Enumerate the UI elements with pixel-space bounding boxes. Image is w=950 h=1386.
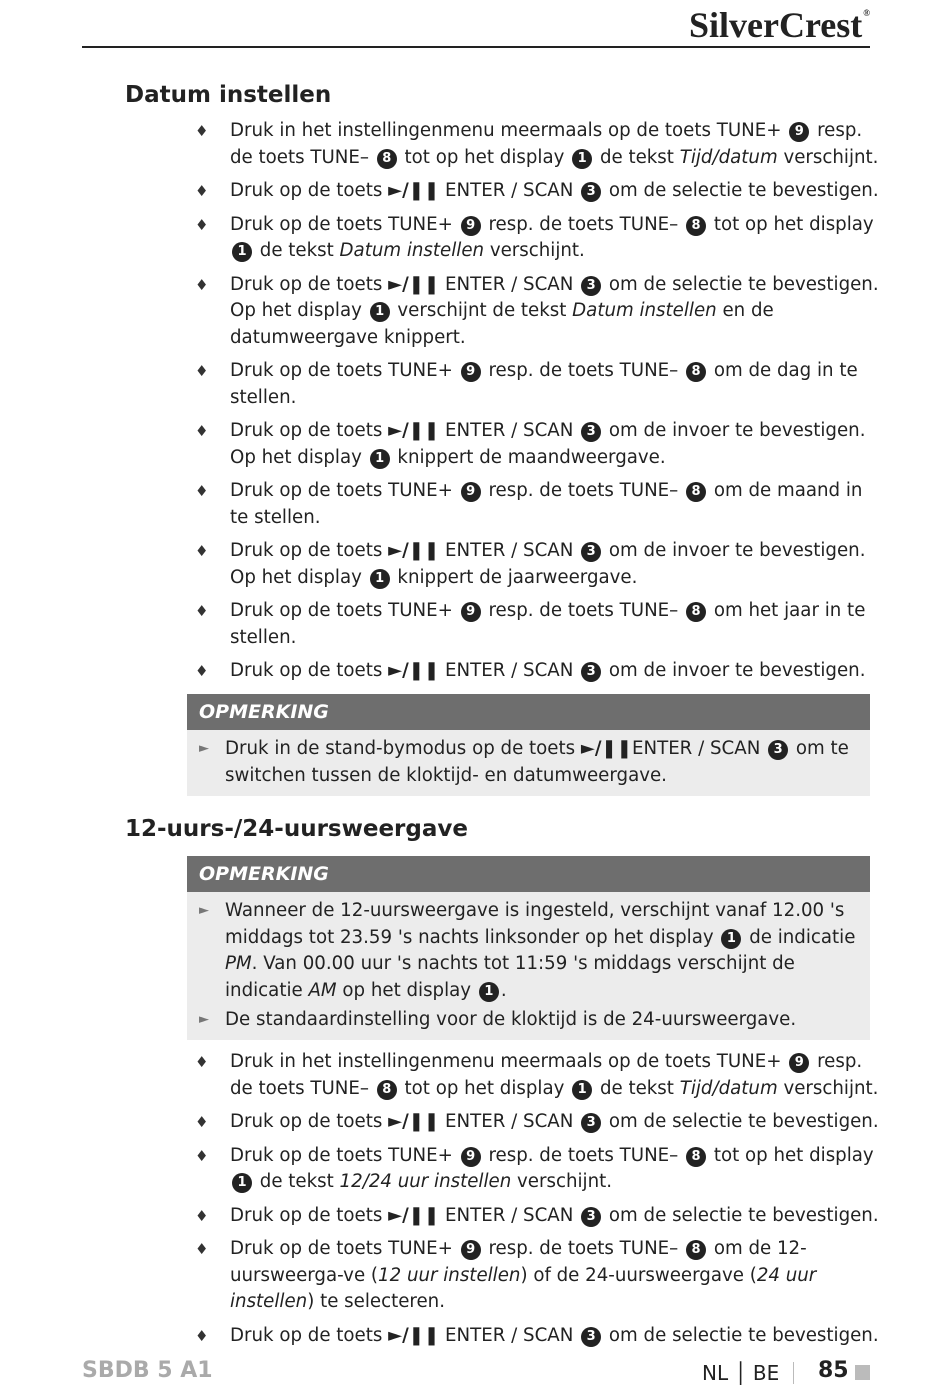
callout-number-3: 3	[581, 542, 601, 562]
callout-number-1: 1	[370, 449, 390, 469]
text-run: Druk op de toets TUNE+	[230, 480, 459, 501]
instruction-step	[190, 598, 880, 651]
text-run: Druk op de toets	[230, 180, 389, 201]
text-run: om de selectie te bevestigen. Op het display	[230, 273, 879, 321]
callout-number-8: 8	[377, 149, 397, 169]
play-pause-icon: ►/❚❚	[580, 738, 632, 759]
text-run: .	[500, 979, 507, 1001]
text-run: om de selectie te bevestigen.	[603, 1111, 879, 1132]
text-run: ENTER / SCAN	[439, 420, 580, 441]
display-text: Datum instellen	[572, 300, 717, 321]
diamond-bullet-icon: ♦	[195, 602, 209, 620]
text-run: Druk op de toets	[230, 1204, 389, 1226]
triangle-bullet-icon: ►	[199, 1012, 209, 1027]
callout-number-9: 9	[461, 216, 481, 236]
instruction-step	[190, 478, 880, 531]
datum-steps	[190, 118, 880, 692]
text-run: resp. de toets TUNE–	[482, 480, 685, 501]
text-run: resp. de toets TUNE–	[230, 120, 863, 168]
instruction-step	[190, 658, 880, 685]
text-run: om de invoer te bevestigen. Op het display	[230, 420, 866, 468]
instruction-step	[190, 538, 880, 591]
instruction-step	[190, 1109, 880, 1136]
text-run: Druk in het instellingenmenu meermaals op de toets TUNE+	[230, 120, 788, 141]
text-run: Druk op de toets	[230, 273, 389, 295]
text-run: en de datumweergave knippert.	[230, 300, 774, 348]
text-run: om de selectie te bevestigen.	[603, 180, 879, 201]
callout-number-3: 3	[581, 1327, 601, 1347]
diamond-bullet-icon: ♦	[195, 1146, 209, 1165]
text-run: ENTER / SCAN	[439, 180, 580, 201]
diamond-bullet-icon: ♦	[195, 1113, 209, 1131]
text-run: Druk op de toets	[230, 540, 389, 561]
play-pause-icon: ►/❚❚	[388, 1111, 440, 1132]
text-run: tot op het display	[708, 1144, 874, 1166]
text-run: ENTER / SCAN	[439, 1204, 580, 1226]
instruction-step	[190, 1236, 880, 1316]
text-run: resp. de toets TUNE–	[230, 1051, 863, 1099]
model-number: SBDB 5 A1	[82, 1358, 213, 1383]
text-run: om de selectie te bevestigen.	[603, 1204, 879, 1226]
text-run: Druk op de toets TUNE+	[230, 1144, 459, 1166]
callout-number-1: 1	[572, 1080, 592, 1100]
text-run: verschijnt.	[511, 1171, 613, 1192]
instruction-step	[190, 418, 880, 471]
instruction-step	[190, 212, 880, 265]
diamond-bullet-icon: ♦	[195, 422, 209, 440]
instruction-step	[190, 272, 880, 352]
text-run: resp. de toets TUNE–	[482, 1238, 685, 1259]
footer-separator	[793, 1362, 794, 1384]
section-title-12-24: 12-uurs-/24-uursweergave	[125, 816, 468, 842]
display-text: PM	[225, 953, 252, 974]
callout-number-8: 8	[686, 1147, 706, 1167]
text-run: verschijnt de tekst	[391, 300, 573, 321]
text-run: Druk op de toets	[230, 1324, 389, 1346]
page-number: 85	[818, 1358, 849, 1383]
note-box-12-24	[187, 856, 870, 1040]
language-marker: NL │ BE	[702, 1361, 780, 1385]
callout-number-8: 8	[377, 1080, 397, 1100]
header-rule	[82, 46, 870, 48]
callout-number-8: 8	[686, 216, 706, 236]
callout-number-1: 1	[572, 149, 592, 169]
text-run: Druk op de toets TUNE+	[230, 1238, 459, 1259]
diamond-bullet-icon: ♦	[195, 1326, 209, 1345]
text-run: ENTER / SCAN	[439, 273, 580, 295]
instruction-step	[190, 1323, 880, 1350]
callout-number-8: 8	[686, 362, 706, 382]
text-run: de tekst	[594, 146, 680, 168]
text-run: Druk in het instellingenmenu meermaals op de toets TUNE+	[230, 1051, 788, 1072]
instruction-step	[190, 1143, 880, 1196]
section-title-datum: Datum instellen	[125, 82, 332, 108]
play-pause-icon: ►/❚❚	[388, 660, 440, 681]
callout-number-8: 8	[686, 1240, 706, 1260]
text-run: resp. de toets TUNE–	[482, 360, 685, 381]
callout-number-3: 3	[581, 1207, 601, 1227]
display-text: Tijd/datum	[679, 1077, 778, 1099]
text-run: ENTER / SCAN	[439, 1111, 580, 1132]
display-text: 12 uur instellen	[378, 1264, 521, 1286]
text-run: om de dag in te stellen.	[230, 360, 858, 408]
note-title: OPMERKING	[187, 694, 870, 730]
callout-number-3: 3	[581, 422, 601, 442]
instruction-step	[190, 358, 880, 411]
callout-number-8: 8	[686, 602, 706, 622]
text-run: de indicatie	[743, 926, 856, 948]
callout-number-1: 1	[479, 982, 499, 1002]
callout-number-3: 3	[581, 1113, 601, 1133]
text-run: De standaardinstelling voor de kloktijd is de 24-uursweergave.	[225, 1009, 797, 1030]
page-marker-square	[855, 1365, 870, 1380]
display-text: 24 uur instellen	[230, 1264, 817, 1312]
callout-number-1: 1	[721, 929, 741, 949]
diamond-bullet-icon: ♦	[195, 1240, 209, 1258]
text-run: Druk op de toets TUNE+	[230, 213, 459, 235]
instruction-step	[190, 178, 880, 205]
note-item	[197, 1007, 858, 1034]
display-text: 12/24 uur instellen	[339, 1171, 512, 1192]
diamond-bullet-icon: ♦	[195, 215, 209, 234]
text-run: om de 12-uursweerga-ve (	[230, 1238, 807, 1286]
callout-number-8: 8	[686, 482, 706, 502]
text-run: om de invoer te bevestigen.	[603, 660, 866, 681]
text-run: de tekst	[254, 1171, 340, 1192]
text-run: resp. de toets TUNE–	[482, 1144, 685, 1166]
text-run: ENTER / SCAN	[439, 540, 580, 561]
text-run: om de invoer te bevestigen. Op het display	[230, 540, 866, 588]
instruction-step	[190, 118, 880, 171]
text-run: Druk op de toets	[230, 1111, 389, 1132]
diamond-bullet-icon: ♦	[195, 362, 209, 380]
text-run: de tekst	[254, 240, 340, 261]
diamond-bullet-icon: ♦	[195, 1206, 209, 1225]
text-run: ) of de 24-uursweergave (	[520, 1264, 757, 1286]
callout-number-1: 1	[232, 1173, 252, 1193]
callout-number-9: 9	[789, 1053, 809, 1073]
display-text: Datum instellen	[339, 240, 485, 261]
text-run: om de selectie te bevestigen.	[603, 1324, 879, 1346]
uur-steps	[190, 1049, 880, 1356]
text-run: ENTER / SCAN	[439, 660, 580, 681]
text-run: ENTER / SCAN	[439, 1324, 580, 1346]
text-run: tot op het display	[398, 146, 571, 168]
text-run: om het jaar in te stellen.	[230, 600, 866, 648]
display-text: Tijd/datum	[679, 146, 778, 168]
text-run: de tekst	[594, 1077, 680, 1099]
text-run: Druk op de toets	[230, 660, 389, 681]
text-run: verschijnt.	[777, 146, 879, 168]
text-run: Druk op de toets	[230, 420, 389, 441]
note-list	[187, 730, 870, 798]
triangle-bullet-icon: ►	[199, 741, 209, 756]
diamond-bullet-icon: ♦	[195, 482, 209, 500]
display-text: AM	[308, 979, 337, 1001]
callout-number-1: 1	[370, 569, 390, 589]
callout-number-3: 3	[581, 662, 601, 682]
callout-number-3: 3	[581, 276, 601, 296]
text-run: om te switchen tussen de kloktijd- en datumweergave.	[225, 738, 849, 786]
callout-number-3: 3	[768, 740, 788, 760]
text-run: op het display	[336, 979, 477, 1001]
play-pause-icon: ►/❚❚	[388, 180, 440, 201]
instruction-step	[190, 1049, 880, 1102]
callout-number-9: 9	[461, 602, 481, 622]
text-run: resp. de toets TUNE–	[482, 213, 685, 235]
text-run: ENTER / SCAN	[631, 738, 767, 759]
text-run: . Van 00.00 uur 's nachts tot 11:59 's middags verschijnt de indicatie	[225, 953, 795, 1001]
text-run: Druk in de stand-bymodus op de toets	[225, 738, 581, 759]
text-run: ) te selecteren.	[307, 1291, 445, 1312]
diamond-bullet-icon: ♦	[195, 1053, 209, 1071]
instruction-step	[190, 1203, 880, 1230]
text-run: om de maand in te stellen.	[230, 480, 863, 528]
brand-logo: SilverCrest®	[688, 5, 870, 45]
note-title: OPMERKING	[187, 856, 870, 892]
text-run: verschijnt.	[484, 240, 585, 261]
play-pause-icon: ►/❚❚	[388, 1324, 440, 1346]
text-run: tot op het display	[708, 213, 874, 235]
text-run: knippert de jaarweergave.	[391, 566, 638, 588]
note-list	[187, 892, 870, 1043]
text-run: Wanneer de 12-uursweergave is ingesteld, verschijnt vanaf 12.00 's middags tot 23.59 's nachts linksonder op het display	[225, 900, 845, 948]
diamond-bullet-icon: ♦	[195, 542, 209, 560]
play-pause-icon: ►/❚❚	[388, 540, 440, 561]
play-pause-icon: ►/❚❚	[388, 273, 440, 295]
note-item	[197, 736, 858, 789]
text-run: resp. de toets TUNE–	[482, 600, 685, 621]
callout-number-9: 9	[461, 1240, 481, 1260]
triangle-bullet-icon: ►	[199, 903, 209, 918]
note-item	[197, 898, 858, 1004]
callout-number-9: 9	[461, 1147, 481, 1167]
callout-number-1: 1	[370, 302, 390, 322]
callout-number-3: 3	[581, 182, 601, 202]
note-box-datum	[187, 694, 870, 796]
text-run: Druk op de toets TUNE+	[230, 600, 459, 621]
text-run: Druk op de toets TUNE+	[230, 360, 459, 381]
callout-number-9: 9	[461, 482, 481, 502]
play-pause-icon: ►/❚❚	[388, 1204, 440, 1226]
diamond-bullet-icon: ♦	[195, 122, 209, 140]
play-pause-icon: ►/❚❚	[388, 420, 440, 441]
diamond-bullet-icon: ♦	[195, 182, 209, 200]
text-run: knippert de maandweergave.	[391, 446, 666, 468]
diamond-bullet-icon: ♦	[195, 662, 209, 680]
text-run: verschijnt.	[777, 1077, 879, 1099]
callout-number-9: 9	[461, 362, 481, 382]
text-run: tot op het display	[398, 1077, 571, 1099]
diamond-bullet-icon: ♦	[195, 275, 209, 294]
callout-number-1: 1	[232, 242, 252, 262]
callout-number-9: 9	[789, 122, 809, 142]
